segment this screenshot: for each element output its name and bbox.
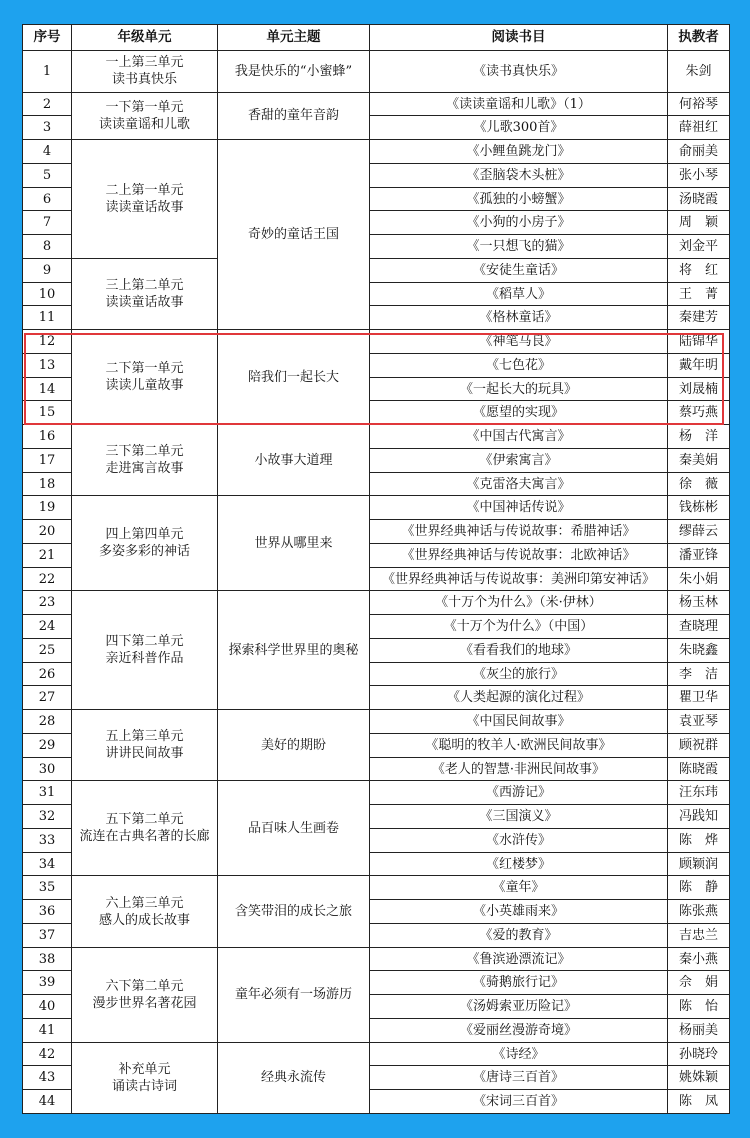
row-number: 8 [23, 235, 72, 259]
row-number: 33 [23, 828, 72, 852]
table-row [23, 140, 730, 164]
reading-schedule-table [22, 24, 730, 1114]
book-title-cell: 《十万个为什么》（中国） [370, 615, 668, 639]
table-row [23, 710, 730, 734]
book-title-cell: 《爱丽丝漫游奇境》 [370, 1018, 668, 1042]
teacher-cell: 朱剑 [668, 51, 730, 93]
row-number: 5 [23, 163, 72, 187]
row-number: 1 [23, 51, 72, 93]
row-number: 4 [23, 140, 72, 164]
table-row [23, 425, 730, 449]
book-title-cell: 《童年》 [370, 876, 668, 900]
book-title-cell: 《老人的智慧·非洲民间故事》 [370, 757, 668, 781]
row-number: 17 [23, 448, 72, 472]
teacher-cell: 张小琴 [668, 163, 730, 187]
teacher-cell: 李 洁 [668, 662, 730, 686]
row-number: 30 [23, 757, 72, 781]
teacher-cell: 冯践知 [668, 805, 730, 829]
book-title-cell: 《骑鹅旅行记》 [370, 971, 668, 995]
book-title-cell: 《愿望的实现》 [370, 401, 668, 425]
row-number: 44 [23, 1090, 72, 1114]
teacher-cell: 杨玉林 [668, 591, 730, 615]
book-title-cell: 《安徒生童话》 [370, 258, 668, 282]
unit-theme-cell: 香甜的童年音韵 [218, 92, 370, 140]
row-number: 21 [23, 543, 72, 567]
book-title-cell: 《爱的教育》 [370, 923, 668, 947]
table-body [23, 51, 730, 1114]
grade-unit-cell: 三上第二单元 读读童话故事 [72, 258, 218, 329]
book-title-cell: 《一起长大的玩具》 [370, 377, 668, 401]
book-title-cell: 《中国古代寓言》 [370, 425, 668, 449]
book-title-cell: 《水浒传》 [370, 828, 668, 852]
header-book-list: 阅读书目 [370, 25, 668, 51]
teacher-cell: 陈晓霞 [668, 757, 730, 781]
table-row [23, 947, 730, 971]
book-title-cell: 《鲁滨逊漂流记》 [370, 947, 668, 971]
row-number: 11 [23, 306, 72, 330]
row-number: 39 [23, 971, 72, 995]
grade-unit-cell: 一下第一单元 读读童谣和儿歌 [72, 92, 218, 140]
unit-theme-cell: 奇妙的童话王国 [218, 140, 370, 330]
teacher-cell: 戴年明 [668, 353, 730, 377]
grade-unit-cell: 三下第二单元 走进寓言故事 [72, 425, 218, 496]
book-title-cell: 《十万个为什么》（米·伊林） [370, 591, 668, 615]
teacher-cell: 顾颖润 [668, 852, 730, 876]
row-number: 40 [23, 995, 72, 1019]
row-number: 6 [23, 187, 72, 211]
row-number: 37 [23, 923, 72, 947]
book-title-cell: 《唐诗三百首》 [370, 1066, 668, 1090]
book-title-cell: 《中国神话传说》 [370, 496, 668, 520]
teacher-cell: 汪东玮 [668, 781, 730, 805]
book-title-cell: 《中国民间故事》 [370, 710, 668, 734]
teacher-cell: 姚姝颖 [668, 1066, 730, 1090]
book-title-cell: 《格林童话》 [370, 306, 668, 330]
row-number: 22 [23, 567, 72, 591]
row-number: 31 [23, 781, 72, 805]
row-number: 18 [23, 472, 72, 496]
teacher-cell: 蔡巧燕 [668, 401, 730, 425]
teacher-cell: 陈 烨 [668, 828, 730, 852]
teacher-cell: 朱小娟 [668, 567, 730, 591]
teacher-cell: 顾祝群 [668, 733, 730, 757]
grade-unit-cell: 五上第三单元 讲讲民间故事 [72, 710, 218, 781]
table-row [23, 51, 730, 93]
unit-theme-cell: 品百味人生画卷 [218, 781, 370, 876]
teacher-cell: 秦小燕 [668, 947, 730, 971]
unit-theme-cell: 经典永流传 [218, 1042, 370, 1113]
unit-theme-cell: 含笑带泪的成长之旅 [218, 876, 370, 947]
teacher-cell: 缪薛云 [668, 520, 730, 544]
row-number: 24 [23, 615, 72, 639]
book-title-cell: 《伊索寓言》 [370, 448, 668, 472]
header-grade-unit: 年级单元 [72, 25, 218, 51]
teacher-cell: 将 红 [668, 258, 730, 282]
teacher-cell: 瞿卫华 [668, 686, 730, 710]
grade-unit-cell: 六上第三单元 感人的成长故事 [72, 876, 218, 947]
row-number: 42 [23, 1042, 72, 1066]
table-row [23, 1042, 730, 1066]
book-title-cell: 《红楼梦》 [370, 852, 668, 876]
grade-unit-cell: 四上第四单元 多姿多彩的神话 [72, 496, 218, 591]
table-row [23, 876, 730, 900]
row-number: 35 [23, 876, 72, 900]
book-title-cell: 《小狗的小房子》 [370, 211, 668, 235]
unit-theme-cell: 世界从哪里来 [218, 496, 370, 591]
teacher-cell: 陈 静 [668, 876, 730, 900]
teacher-cell: 杨丽美 [668, 1018, 730, 1042]
row-number: 32 [23, 805, 72, 829]
teacher-cell: 陈 凤 [668, 1090, 730, 1114]
teacher-cell: 佘 娟 [668, 971, 730, 995]
grade-unit-cell: 四下第二单元 亲近科普作品 [72, 591, 218, 710]
row-number: 20 [23, 520, 72, 544]
book-title-cell: 《孤独的小螃蟹》 [370, 187, 668, 211]
table-row [23, 92, 730, 116]
row-number: 10 [23, 282, 72, 306]
teacher-cell: 吉忠兰 [668, 923, 730, 947]
book-title-cell: 《稻草人》 [370, 282, 668, 306]
book-title-cell: 《汤姆索亚历险记》 [370, 995, 668, 1019]
row-number: 14 [23, 377, 72, 401]
teacher-cell: 徐 薇 [668, 472, 730, 496]
header-unit-theme: 单元主题 [218, 25, 370, 51]
row-number: 23 [23, 591, 72, 615]
teacher-cell: 刘晟楠 [668, 377, 730, 401]
unit-theme-cell: 童年必须有一场游历 [218, 947, 370, 1042]
row-number: 41 [23, 1018, 72, 1042]
book-title-cell: 《三国演义》 [370, 805, 668, 829]
grade-unit-cell: 六下第二单元 漫步世界名著花园 [72, 947, 218, 1042]
unit-theme-cell: 我是快乐的“小蜜蜂” [218, 51, 370, 93]
unit-theme-cell: 探索科学世界里的奥秘 [218, 591, 370, 710]
table-row [23, 496, 730, 520]
row-number: 7 [23, 211, 72, 235]
row-number: 15 [23, 401, 72, 425]
row-number: 34 [23, 852, 72, 876]
row-number: 12 [23, 330, 72, 354]
row-number: 27 [23, 686, 72, 710]
teacher-cell: 何裕琴 [668, 92, 730, 116]
table-row [23, 330, 730, 354]
teacher-cell: 查晓理 [668, 615, 730, 639]
row-number: 38 [23, 947, 72, 971]
teacher-cell: 秦美娟 [668, 448, 730, 472]
book-title-cell: 《西游记》 [370, 781, 668, 805]
teacher-cell: 杨 洋 [668, 425, 730, 449]
row-number: 19 [23, 496, 72, 520]
book-title-cell: 《世界经典神话与传说故事：北欧神话》 [370, 543, 668, 567]
book-title-cell: 《世界经典神话与传说故事：希腊神话》 [370, 520, 668, 544]
book-title-cell: 《宋词三百首》 [370, 1090, 668, 1114]
unit-theme-cell: 美好的期盼 [218, 710, 370, 781]
book-title-cell: 《看看我们的地球》 [370, 638, 668, 662]
teacher-cell: 秦建芳 [668, 306, 730, 330]
book-title-cell: 《七色花》 [370, 353, 668, 377]
book-title-cell: 《人类起源的演化过程》 [370, 686, 668, 710]
unit-theme-cell: 陪我们一起长大 [218, 330, 370, 425]
unit-theme-cell: 小故事大道理 [218, 425, 370, 496]
row-number: 13 [23, 353, 72, 377]
book-title-cell: 《世界经典神话与传说故事：美洲印第安神话》 [370, 567, 668, 591]
teacher-cell: 陈 怡 [668, 995, 730, 1019]
teacher-cell: 陈张燕 [668, 900, 730, 924]
teacher-cell: 周 颖 [668, 211, 730, 235]
teacher-cell: 潘亚锋 [668, 543, 730, 567]
grade-unit-cell: 补充单元 诵读古诗词 [72, 1042, 218, 1113]
row-number: 29 [23, 733, 72, 757]
row-number: 26 [23, 662, 72, 686]
row-number: 16 [23, 425, 72, 449]
teacher-cell: 钱栋彬 [668, 496, 730, 520]
teacher-cell: 汤晓霞 [668, 187, 730, 211]
book-title-cell: 《一只想飞的猫》 [370, 235, 668, 259]
teacher-cell: 孙晓玲 [668, 1042, 730, 1066]
row-number: 43 [23, 1066, 72, 1090]
book-title-cell: 《神笔马良》 [370, 330, 668, 354]
row-number: 36 [23, 900, 72, 924]
header-no: 序号 [23, 25, 72, 51]
teacher-cell: 刘金平 [668, 235, 730, 259]
table-row [23, 258, 730, 282]
document-page [22, 24, 729, 1114]
book-title-cell: 《读书真快乐》 [370, 51, 668, 93]
teacher-cell: 王 菁 [668, 282, 730, 306]
row-number: 3 [23, 116, 72, 140]
book-title-cell: 《小英雄雨来》 [370, 900, 668, 924]
book-title-cell: 《诗经》 [370, 1042, 668, 1066]
row-number: 2 [23, 92, 72, 116]
book-title-cell: 《儿歌300首》 [370, 116, 668, 140]
book-title-cell: 《聪明的牧羊人·欧洲民间故事》 [370, 733, 668, 757]
row-number: 28 [23, 710, 72, 734]
book-title-cell: 《读读童谣和儿歌》（1） [370, 92, 668, 116]
row-number: 25 [23, 638, 72, 662]
book-title-cell: 《小鲤鱼跳龙门》 [370, 140, 668, 164]
grade-unit-cell: 五下第二单元 流连在古典名著的长廊 [72, 781, 218, 876]
book-title-cell: 《克雷洛夫寓言》 [370, 472, 668, 496]
teacher-cell: 薛祖红 [668, 116, 730, 140]
teacher-cell: 朱晓鑫 [668, 638, 730, 662]
header-teacher: 执教者 [668, 25, 730, 51]
table-header-row [23, 25, 730, 51]
grade-unit-cell: 二上第一单元 读读童话故事 [72, 140, 218, 259]
table-row [23, 591, 730, 615]
teacher-cell: 陆锦华 [668, 330, 730, 354]
table-row [23, 781, 730, 805]
teacher-cell: 袁亚琴 [668, 710, 730, 734]
row-number: 9 [23, 258, 72, 282]
book-title-cell: 《歪脑袋木头桩》 [370, 163, 668, 187]
book-title-cell: 《灰尘的旅行》 [370, 662, 668, 686]
grade-unit-cell: 二下第一单元 读读儿童故事 [72, 330, 218, 425]
grade-unit-cell: 一上第三单元 读书真快乐 [72, 51, 218, 93]
teacher-cell: 俞丽美 [668, 140, 730, 164]
